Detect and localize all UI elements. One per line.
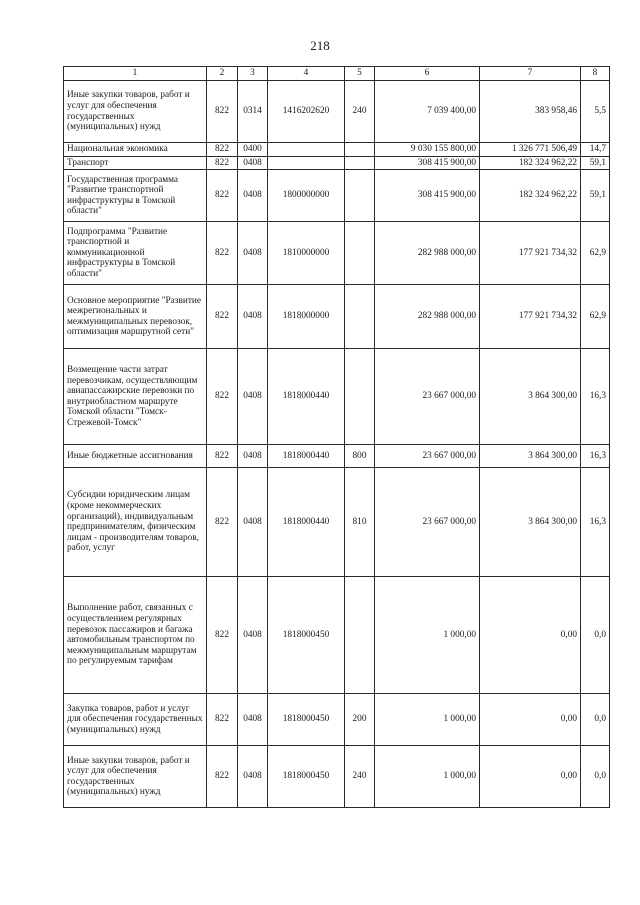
row-admin-code: 822 [207,746,238,808]
row-planned-amount: 9 030 155 800,00 [375,143,480,157]
row-executed-amount: 177 921 734,32 [480,222,581,285]
row-name: Иные закупки товаров, работ и услуг для обеспечения государственных (муниципальных) нужд [64,81,207,143]
row-expense-type: 800 [345,445,375,468]
row-section-code: 0408 [238,468,268,577]
row-name: Основное мероприятие "Развитие межрегиональных и межмуниципальных перевозок, оптимизация маршрутной сети" [64,285,207,349]
row-section-code: 0314 [238,81,268,143]
row-planned-amount: 282 988 000,00 [375,222,480,285]
row-section-code: 0408 [238,349,268,445]
row-planned-amount: 308 415 900,00 [375,156,480,170]
row-target-code: 1818000450 [268,694,345,746]
header-cell: 5 [345,67,375,81]
row-section-code: 0408 [238,285,268,349]
page-number: 218 [310,38,330,53]
row-admin-code: 822 [207,170,238,222]
budget-table [63,66,610,808]
row-name: Транспорт [64,156,207,170]
row-executed-amount: 3 864 300,00 [480,445,581,468]
row-percent: 5,5 [581,81,610,143]
row-target-code: 1416202620 [268,81,345,143]
row-executed-amount: 182 324 962,22 [480,156,581,170]
table-row [64,81,610,143]
row-executed-amount: 1 326 771 506,49 [480,143,581,157]
row-name: Иные закупки товаров, работ и услуг для обеспечения государственных (муниципальных) нужд [64,746,207,808]
row-expense-type [345,222,375,285]
row-percent: 59,1 [581,156,610,170]
row-expense-type [345,156,375,170]
row-section-code: 0400 [238,143,268,157]
row-admin-code: 822 [207,222,238,285]
header-cell: 6 [375,67,480,81]
row-section-code: 0408 [238,170,268,222]
row-admin-code: 822 [207,156,238,170]
row-percent: 0,0 [581,694,610,746]
row-executed-amount: 3 864 300,00 [480,349,581,445]
row-planned-amount: 1 000,00 [375,577,480,694]
row-target-code [268,143,345,157]
table-row [64,285,610,349]
row-section-code: 0408 [238,222,268,285]
table-row [64,170,610,222]
row-executed-amount: 0,00 [480,746,581,808]
row-name: Закупка товаров, работ и услуг для обеспечения государственных (муниципальных) нужд [64,694,207,746]
row-section-code: 0408 [238,577,268,694]
table-row [64,222,610,285]
row-expense-type: 810 [345,468,375,577]
row-percent: 16,3 [581,445,610,468]
table-row [64,694,610,746]
row-planned-amount: 23 667 000,00 [375,349,480,445]
row-section-code: 0408 [238,445,268,468]
row-planned-amount: 282 988 000,00 [375,285,480,349]
table-row [64,349,610,445]
row-admin-code: 822 [207,81,238,143]
row-executed-amount: 3 864 300,00 [480,468,581,577]
row-admin-code: 822 [207,285,238,349]
row-expense-type: 200 [345,694,375,746]
header-cell: 7 [480,67,581,81]
row-name: Подпрограмма "Развитие транспортной и коммуникационной инфраструктуры в Томской области" [64,222,207,285]
row-admin-code: 822 [207,349,238,445]
row-percent: 59,1 [581,170,610,222]
row-percent: 14,7 [581,143,610,157]
row-target-code: 1800000000 [268,170,345,222]
row-target-code [268,156,345,170]
row-name: Национальная экономика [64,143,207,157]
row-expense-type [345,170,375,222]
row-executed-amount: 182 324 962,22 [480,170,581,222]
header-cell: 1 [64,67,207,81]
row-expense-type: 240 [345,746,375,808]
row-name: Возмещение части затрат перевозчикам, осуществляющим авиапассажирские перевозки по внутриобластном маршруте Томской области "Томск-Стрежевой-Томск" [64,349,207,445]
header-cell: 2 [207,67,238,81]
row-percent: 62,9 [581,222,610,285]
row-percent: 0,0 [581,577,610,694]
row-target-code: 1810000000 [268,222,345,285]
row-expense-type [345,143,375,157]
row-expense-type: 240 [345,81,375,143]
table-row [64,746,610,808]
row-target-code: 1818000440 [268,349,345,445]
header-cell: 8 [581,67,610,81]
row-target-code: 1818000440 [268,445,345,468]
row-executed-amount: 177 921 734,32 [480,285,581,349]
row-admin-code: 822 [207,577,238,694]
row-name: Государственная программа "Развитие транспортной инфраструктуры в Томской области" [64,170,207,222]
row-expense-type [345,577,375,694]
row-admin-code: 822 [207,143,238,157]
row-target-code: 1818000450 [268,577,345,694]
table-row [64,143,610,157]
row-executed-amount: 0,00 [480,694,581,746]
row-executed-amount: 383 958,46 [480,81,581,143]
row-expense-type [345,349,375,445]
row-section-code: 0408 [238,156,268,170]
row-expense-type [345,285,375,349]
row-planned-amount: 7 039 400,00 [375,81,480,143]
row-percent: 0,0 [581,746,610,808]
row-name: Иные бюджетные ассигнования [64,445,207,468]
row-section-code: 0408 [238,694,268,746]
row-name: Субсидии юридическим лицам (кроме некоммерческих организаций), индивидуальным предпринимателям, физическим лицам - производителям товаров, работ, услуг [64,468,207,577]
row-percent: 16,3 [581,349,610,445]
row-target-code: 1818000000 [268,285,345,349]
header-row [64,67,610,81]
header-cell: 4 [268,67,345,81]
row-percent: 16,3 [581,468,610,577]
row-percent: 62,9 [581,285,610,349]
row-executed-amount: 0,00 [480,577,581,694]
row-admin-code: 822 [207,468,238,577]
header-cell: 3 [238,67,268,81]
table-row [64,468,610,577]
row-section-code: 0408 [238,746,268,808]
table-row [64,156,610,170]
row-planned-amount: 1 000,00 [375,746,480,808]
row-target-code: 1818000450 [268,746,345,808]
table-row [64,577,610,694]
table-row [64,445,610,468]
row-planned-amount: 308 415 900,00 [375,170,480,222]
row-target-code: 1818000440 [268,468,345,577]
row-name: Выполнение работ, связанных с осуществлением регулярных перевозок пассажиров и багажа автомобильным транспортом по межмуниципальным маршрутам по регулируемым тарифам [64,577,207,694]
row-planned-amount: 1 000,00 [375,694,480,746]
row-admin-code: 822 [207,694,238,746]
row-planned-amount: 23 667 000,00 [375,468,480,577]
row-admin-code: 822 [207,445,238,468]
row-planned-amount: 23 667 000,00 [375,445,480,468]
